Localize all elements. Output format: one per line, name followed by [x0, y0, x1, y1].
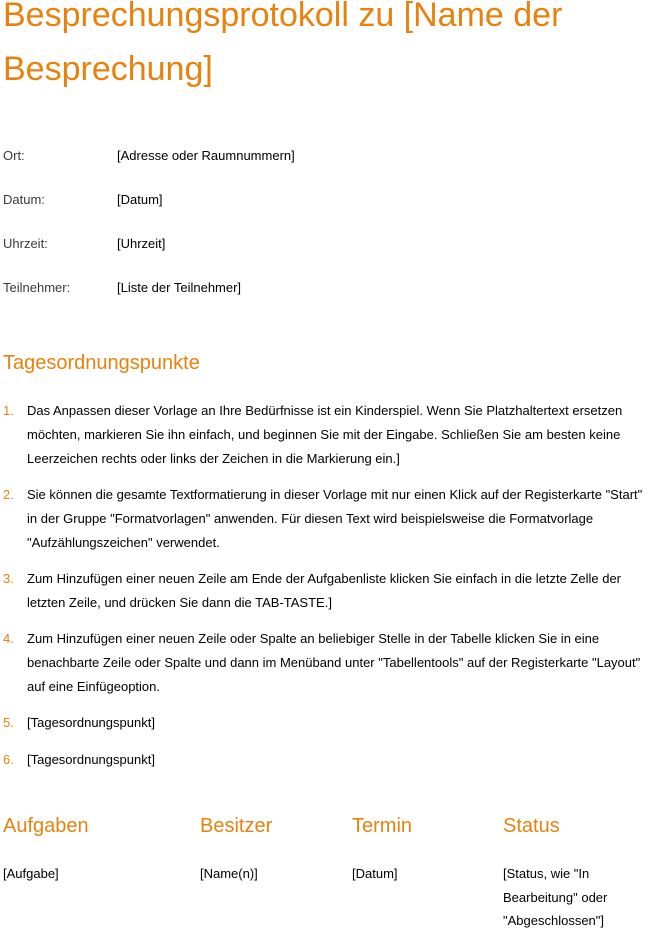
page-title: Besprechungsprotokoll zu [Name der Besprechung] [3, 0, 563, 88]
column-header-status: Status [503, 815, 560, 837]
table-cell-task: [Aufgabe] [3, 866, 59, 881]
agenda-item-number: 4. [3, 631, 14, 646]
agenda-item-text: [Tagesordnungspunkt] [27, 752, 155, 767]
agenda-item-text: Zum Hinzufügen einer neuen Zeile am Ende der Aufgabenliste klicken Sie einfach in die letzte Zelle der letzten Zeile, und drücken Sie dann die TAB-TASTE.] [27, 571, 622, 610]
agenda-item-text: Das Anpassen dieser Vorlage an Ihre Bedürfnisse ist ein Kinderspiel. Wenn Sie Platzhaltertext ersetzen möchten, markieren Sie ihn einfach, und beginnen Sie mit der Eingabe. Schließen Sie am besten keine Leerzeichen rechts oder links der Zeichen in die Markierung ein.] [27, 403, 623, 466]
detail-value: [Liste der Teilnehmer] [117, 280, 242, 295]
agenda-item-number: 5. [3, 715, 14, 730]
detail-label: Uhrzeit: [3, 236, 48, 251]
column-header-tasks: Aufgaben [3, 815, 89, 837]
detail-value: [Adresse oder Raumnummern] [117, 148, 295, 163]
column-header-owner: Besitzer [200, 815, 273, 837]
agenda-item-number: 3. [3, 571, 14, 586]
table-cell-deadline: [Datum] [352, 866, 398, 881]
agenda-item-number: 6. [3, 752, 14, 767]
detail-label: Datum: [3, 192, 45, 207]
agenda-item-number: 2. [3, 487, 14, 502]
agenda-item-number: 1. [3, 403, 14, 418]
detail-value: [Uhrzeit] [117, 236, 166, 251]
detail-value: [Datum] [117, 192, 163, 207]
agenda-item-text: Zum Hinzufügen einer neuen Zeile oder Spalte an beliebiger Stelle in der Tabelle klicken Sie in eine benachbarte Zeile oder Spalte und dann im Menüband unter "Tabellentools" auf der Registerkarte "Layout" auf eine Einfügeoption. [27, 631, 641, 694]
agenda-item-text: [Tagesordnungspunkt] [27, 715, 155, 730]
column-header-deadline: Termin [352, 815, 413, 837]
detail-label: Ort: [3, 148, 25, 163]
agenda-heading: Tagesordnungspunkte [3, 352, 200, 374]
table-cell-status: [Status, wie "In Bearbeitung" oder "Abgeschlossen"] [503, 866, 608, 928]
agenda-item-text: Sie können die gesamte Textformatierung in dieser Vorlage mit nur einen Klick auf der Registerkarte "Start" in der Gruppe "Formatvorlagen" anwenden. Für diesen Text wird beispielsweise die Formatvorlage "Aufzählungszeichen" verwendet. [27, 487, 643, 550]
table-cell-owner: [Name(n)] [200, 866, 258, 881]
detail-label: Teilnehmer: [3, 280, 71, 295]
